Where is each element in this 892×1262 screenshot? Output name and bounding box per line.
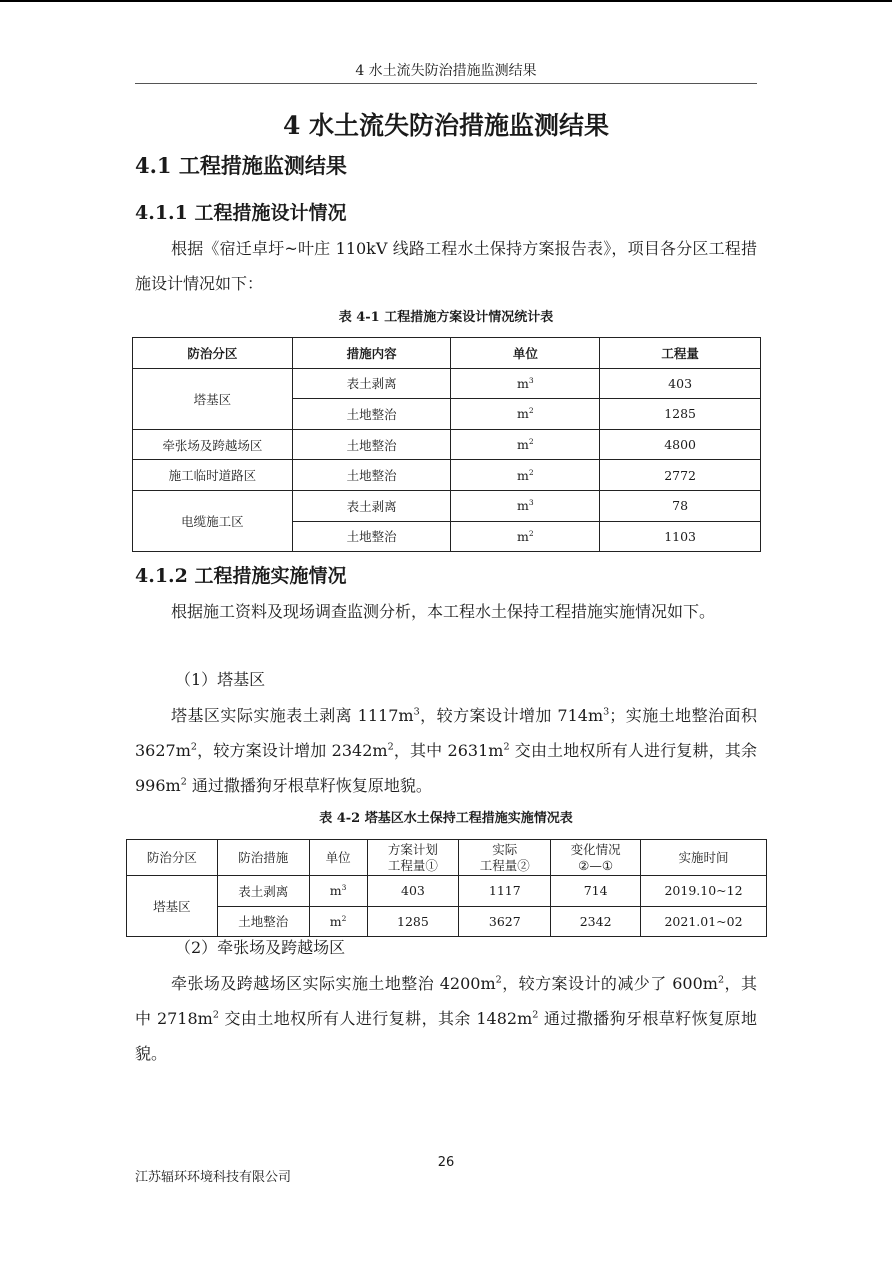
zone-cell: 塔基区	[133, 368, 293, 429]
table-4-2	[126, 839, 767, 937]
planned-cell: 403	[367, 876, 459, 907]
quantity-cell: 78	[600, 490, 761, 521]
chapter-title: 4 水土流失防治措施监测结果	[282, 111, 610, 140]
planned-cell: 1285	[367, 906, 459, 937]
section-heading-4-1-2: 4.1.2 工程措施实施情况	[135, 565, 347, 587]
zone-cell: 电缆施工区	[133, 490, 293, 551]
header-implementation-time: 实施时间	[641, 840, 767, 876]
table-row	[127, 906, 767, 937]
unit-cell: $m^2$	[451, 429, 600, 460]
table-row	[133, 429, 761, 460]
actual-cell: 1117	[459, 876, 551, 907]
measure-cell: 表土剥离	[292, 368, 451, 399]
header-zone: 防治分区	[133, 338, 293, 369]
table-row	[127, 876, 767, 907]
footer-company-name: 江苏辐环环境科技有限公司	[135, 1170, 292, 1185]
paragraph-tower-base: 塔基区实际实施表土剥离 $1117m^3$，较方案设计增加 $714m^3$；实施土地整治面积 $3627m^2$，较方案设计增加 $2342m^2$，其中 $2631m^2$ 交由土地权所有人进行复耕，其余 $996m^2$ 通过撒播狗牙根草籽恢复原地貌。	[135, 706, 757, 795]
change-cell: 714	[551, 876, 641, 907]
measure-cell: 土地整治	[217, 906, 309, 937]
measure-cell: 表土剥离	[217, 876, 309, 907]
item-pulling-site-title: （2）牵张场及跨越场区	[175, 938, 346, 957]
zone-cell: 牵张场及跨越场区	[133, 429, 293, 460]
table-4-2-caption: 表 4-2 塔基区水土保持工程措施实施情况表	[319, 811, 573, 826]
time-cell: 2021.01~02	[641, 906, 767, 937]
change-cell: 2342	[551, 906, 641, 937]
time-cell: 2019.10~12	[641, 876, 767, 907]
header-unit: 单位	[309, 840, 367, 876]
table-4-1	[132, 337, 761, 552]
unit-cell: $m^2$	[309, 906, 367, 937]
zone-cell: 施工临时道路区	[133, 460, 293, 491]
header-measure: 防治措施	[217, 840, 309, 876]
unit-cell: $m^3$	[309, 876, 367, 907]
item-tower-base-title: （1）塔基区	[175, 670, 266, 689]
header-unit: 单位	[451, 338, 600, 369]
measure-cell: 土地整治	[292, 429, 451, 460]
table-row	[133, 490, 761, 521]
quantity-cell: 403	[600, 368, 761, 399]
running-header: 4 水土流失防治措施监测结果	[355, 63, 537, 79]
unit-cell: $m^2$	[451, 399, 600, 430]
unit-cell: $m^2$	[451, 460, 600, 491]
measure-cell: 表土剥离	[292, 490, 451, 521]
actual-cell: 3627	[459, 906, 551, 937]
header-zone: 防治分区	[127, 840, 218, 876]
paragraph-pulling-site: 牵张场及跨越场区实际实施土地整治 $4200m^2$，较方案设计的减少了 $600m^2$，其中 $2718m^2$ 交由土地权所有人进行复耕，其余 $1482m^2$ 通过撒播狗牙根草籽恢复原地貌。	[135, 974, 757, 1063]
measure-cell: 土地整治	[292, 521, 451, 552]
unit-cell: $m^3$	[451, 368, 600, 399]
zone-cell: 塔基区	[127, 876, 218, 937]
section-heading-4-1-1: 4.1.1 工程措施设计情况	[135, 202, 347, 224]
paragraph-design-intro: 根据《宿迁卓圩~叶庄 110kV 线路工程水土保持方案报告表》，项目各分区工程措施设计情况如下：	[135, 239, 757, 293]
measure-cell: 土地整治	[292, 399, 451, 430]
section-heading-4-1: 4.1 工程措施监测结果	[135, 153, 347, 178]
unit-cell: $m^3$	[451, 490, 600, 521]
quantity-cell: 2772	[600, 460, 761, 491]
table-header-row	[127, 840, 767, 876]
header-rule	[135, 83, 757, 84]
header-quantity: 工程量	[600, 338, 761, 369]
paragraph-implementation-intro: 根据施工资料及现场调查监测分析，本工程水土保持工程措施实施情况如下。	[171, 602, 716, 621]
table-4-1-caption: 表 4-1 工程措施方案设计情况统计表	[338, 310, 554, 325]
unit-cell: $m^2$	[451, 521, 600, 552]
header-change: 变化情况 ②—①	[551, 840, 641, 876]
table-row	[133, 368, 761, 399]
quantity-cell: 1103	[600, 521, 761, 552]
quantity-cell: 4800	[600, 429, 761, 460]
header-planned-quantity: 方案计划 工程量①	[367, 840, 459, 876]
table-header-row	[133, 338, 761, 369]
table-row	[133, 460, 761, 491]
page-number: 26	[437, 1155, 455, 1170]
header-measure: 措施内容	[292, 338, 451, 369]
quantity-cell: 1285	[600, 399, 761, 430]
top-border-line	[0, 0, 892, 2]
measure-cell: 土地整治	[292, 460, 451, 491]
header-actual-quantity: 实际 工程量②	[459, 840, 551, 876]
